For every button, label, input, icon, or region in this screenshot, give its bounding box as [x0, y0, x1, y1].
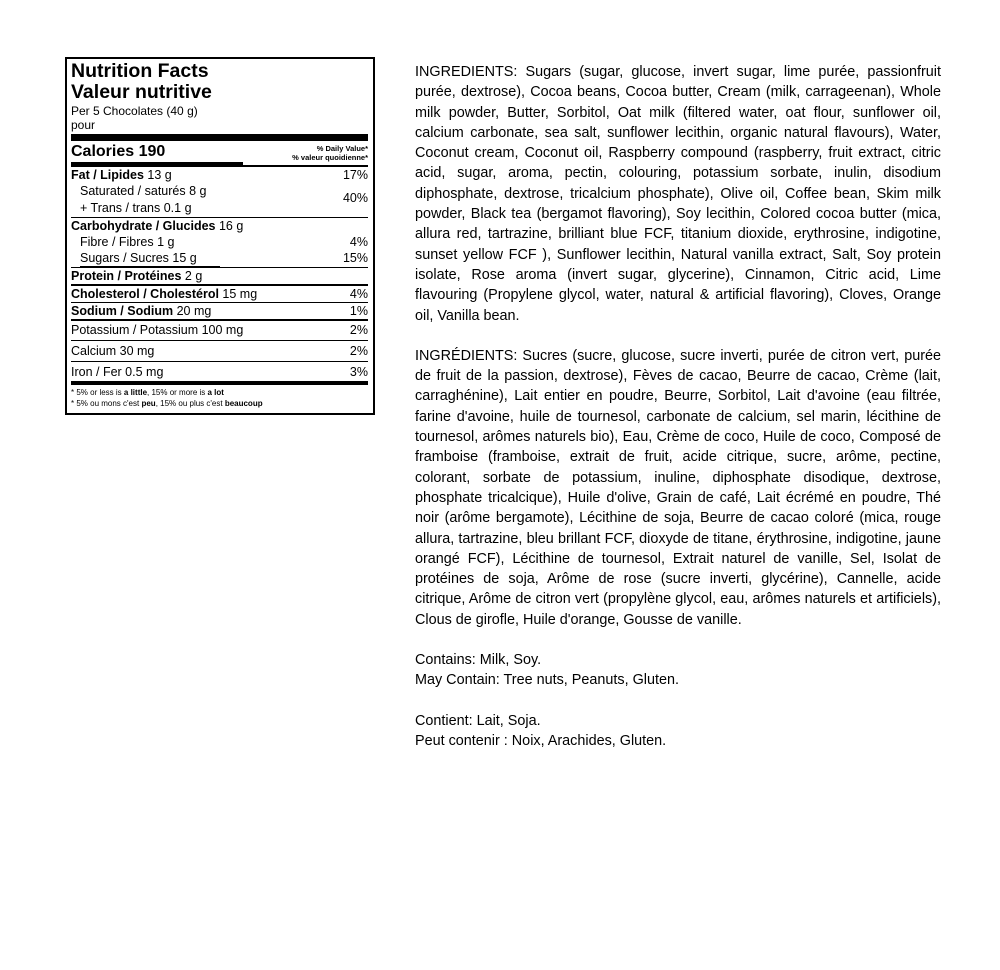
footnote-emphasis: a little [123, 388, 148, 397]
iron-row [71, 362, 368, 380]
allergen-contains-en: Contains: Milk, Soy. [415, 652, 542, 669]
carbohydrate-amount: 16 g [215, 219, 244, 233]
sugars-percent: 15% [342, 251, 368, 265]
serving-size: Per 5 Chocolates (40 g) [71, 104, 198, 118]
iron-label: Iron / Fer 0.5 mg [71, 365, 164, 379]
carbohydrate-row [71, 218, 368, 234]
trans-fat: + Trans / trans 0.1 g [80, 201, 192, 215]
footnote-text: * 5% ou mons c'est [71, 399, 142, 408]
footnote-emphasis: peu [141, 399, 156, 408]
fibre-label: Fibre / Fibres 1 g [80, 235, 175, 249]
cholesterol-label: Cholesterol / Cholestérol [71, 287, 219, 301]
nutrition-title-fr: Valeur nutritive [71, 81, 212, 103]
saturated-fat: Saturated / saturés 8 g [80, 184, 207, 198]
footnote-emphasis: a lot [207, 388, 224, 397]
allergen-may-contain-fr: Peut contenir : Noix, Arachides, Gluten. [415, 732, 667, 749]
sugars-label: Sugars / Sucres 15 g [80, 250, 220, 267]
cholesterol-row [71, 286, 368, 302]
fat-label: Fat / Lipides [71, 168, 144, 182]
footnote-fr [71, 398, 368, 409]
fat-amount: 13 g [143, 168, 172, 182]
potassium-row [71, 321, 368, 338]
protein-row [71, 268, 368, 284]
spacer [415, 630, 941, 650]
fat-percent: 17% [342, 168, 368, 182]
potassium-percent: 2% [349, 323, 368, 337]
footnote-en [71, 387, 368, 398]
footnote-text: * 5% or less is [71, 388, 124, 397]
protein-amount: 2 g [181, 269, 203, 283]
cholesterol-amount: 15 mg [218, 287, 258, 301]
calcium-row [71, 341, 368, 359]
nutrition-facts-panel [65, 57, 375, 415]
footnote-emphasis: beaucoup [224, 399, 263, 408]
carbohydrate-label: Carbohydrate / Glucides [71, 219, 216, 233]
fibre-percent: 4% [349, 235, 368, 249]
calories-row [71, 141, 368, 165]
serving-size-fr: pour [71, 118, 96, 132]
saturated-trans-percent: 40% [342, 191, 368, 205]
fat-row [71, 167, 368, 183]
calcium-percent: 2% [349, 344, 368, 358]
daily-value-header-fr: % valeur quoidienne* [292, 153, 368, 162]
nutrition-title-en: Nutrition Facts [71, 60, 209, 82]
divider-thick [71, 134, 368, 141]
sodium-amount: 20 mg [173, 304, 212, 318]
daily-value-header [292, 141, 368, 162]
calcium-label: Calcium 30 mg [71, 344, 155, 358]
allergen-may-contain-en: May Contain: Tree nuts, Peanuts, Gluten. [415, 672, 679, 689]
footnote-text: , 15% ou plus c'est [155, 399, 225, 408]
footnote [71, 385, 368, 409]
protein-label: Protein / Protéines [71, 269, 182, 283]
potassium-label: Potassium / Potassium 100 mg [71, 323, 244, 337]
daily-value-header-en: % Daily Value* [316, 144, 368, 153]
spacer [415, 326, 941, 346]
sodium-percent: 1% [349, 304, 368, 318]
calories-label: Calories 190 [71, 141, 243, 165]
spacer [415, 691, 941, 711]
cholesterol-percent: 4% [349, 287, 368, 301]
sodium-row [71, 303, 368, 319]
iron-percent: 3% [349, 365, 368, 379]
allergen-contains-fr: Contient: Lait, Soja. [415, 712, 541, 729]
ingredients-en: INGREDIENTS: Sugars (sugar, glucose, invert sugar, lime purée, passionfruit purée, dextrose), Cocoa beans, Cocoa butter, Cream (milk, carrageenan), Whole milk powder, Butter, Sorbitol, Oat milk (filtered water, oat flour, sunflower oil, calcium carbonate, sea salt, sunflower lecithin, organic natural flavours), Water, Coconut cream, Coconut oil, Raspberry compound (raspberry, fruit extract, citric acid, sugar, aroma, pectin, colouring, potassium sorbate, inulin, disodium diphosphate, dextrose, tricalcium phosphate), Olive oil, Coffee bean, Skim milk powder, Black tea (bergamot flavoring), Soy lecithin, Colored cocoa butter (mica, allura red, tartrazine, brilliant blue FCF, titanium dioxide, erythrosine, indigotine, sunset yellow FCF ), Sunflower lecithin, Natural vanilla extract, Salt, Soy protein isolate, Rose aroma (invert sugar, glycerine), Cinnamon, Citric acid, Lime flavouring (Propylene glycol, water, natural & artificial flavoring), Cloves, Orange oil, Vanilla bean. [415, 64, 941, 324]
sodium-label: Sodium / Sodium [71, 304, 174, 318]
sugars-row [71, 250, 368, 267]
footnote-text: , 15% or more is [147, 388, 208, 397]
ingredients-fr: INGRÉDIENTS: Sucres (sucre, glucose, sucre inverti, purée de citron vert, purée de fruit de la passion, dextrose), Fèves de cacao, Beurre de cacao, Crème (lait, carraghénine), Lait entier en poudre, Beurre, Sorbitol, Lait d'avoine (eau filtrée, farine d'avoine, huile de tournesol, carbonate de calcium, sel marin, lécithine de tournesol, arômes naturels bio), Eau, Crème de coco, Huile de coco, Composé de framboise (framboise, extrait de fruit, acide citrique, sucre, arôme, pectine, colorant, sorbate de potassium, inuline, diphosphate disodique, dextrose, phosphate tricalcique), Huile d'olive, Grain de café, Lait écrémé en poudre, Thé noir (arôme bergamote), Lécithine de soja, Beurre de cacao coloré (mica, rouge allura, tartrazine, bleu brillant FCF, dioxyde de titane, érythrosine, indigotine, jaune orangé FCF), Lécithine de tournesol, Extrait naturel de vanille, Sel, Isolat de protéines de soja, Arôme de rose (sucre inverti, glycérine), Cannelle, acide citrique, Arôme de citron vert (propylène glycol, eau, arômes naturels et artificiels), Clous de girofle, Huile d'orange, Gousse de vanille. [415, 347, 941, 628]
ingredients-section [415, 62, 941, 751]
fibre-row [71, 234, 368, 250]
saturated-trans-block [71, 183, 368, 217]
